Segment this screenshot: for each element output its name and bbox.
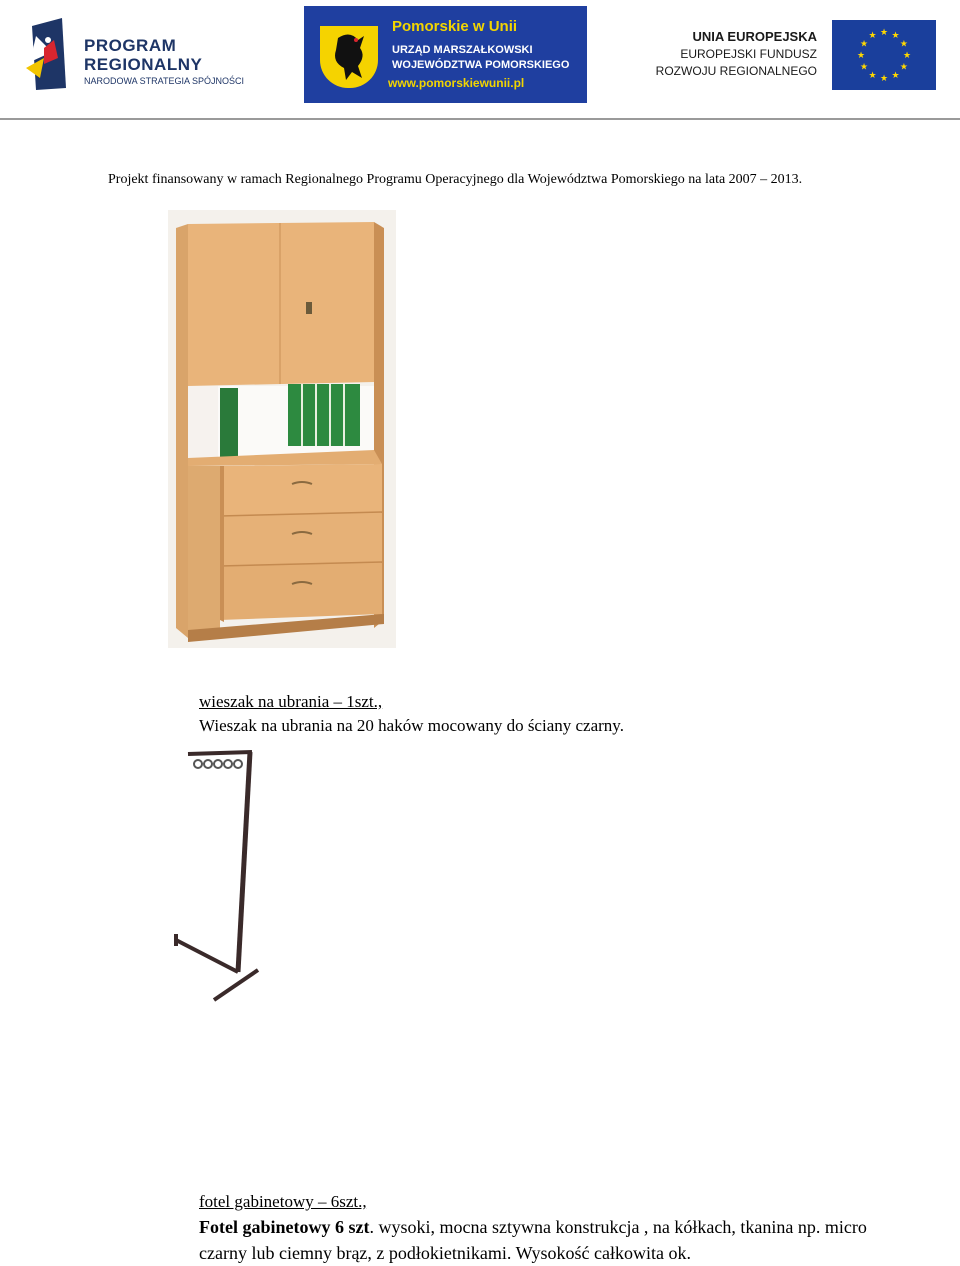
eu-star-icon: ★ xyxy=(868,30,877,41)
eu-star-icon: ★ xyxy=(902,50,912,60)
item-description-bold: Fotel gabinetowy 6 szt xyxy=(199,1217,370,1237)
eu-line3: ROZWOJU REGIONALNEGO xyxy=(655,64,817,78)
eu-star-icon: ★ xyxy=(868,69,877,80)
program-logo-line2: REGIONALNY xyxy=(84,55,203,74)
program-regionalny-logo xyxy=(22,18,262,94)
eu-star-icon: ★ xyxy=(879,73,889,83)
item-description-office-chair xyxy=(199,1214,919,1266)
coat-rack-photo xyxy=(168,744,268,1006)
eu-line2: EUROPEJSKI FUNDUSZ xyxy=(680,47,817,61)
program-logo-line3: NARODOWA STRATEGIA SPÓJNOŚCI xyxy=(84,76,245,86)
pomorskie-w-unii-logo xyxy=(304,6,587,103)
project-funding-note: Projekt finansowany w ramach Regionalnego Programu Operacyjnego dla Województwa Pomorskiego na lata 2007 – 2013. xyxy=(108,172,803,187)
eu-fund-label xyxy=(656,28,817,80)
eu-star-icon: ★ xyxy=(899,61,908,72)
eu-line1: UNIA EUROPEJSKA xyxy=(692,29,817,44)
eu-star-icon: ★ xyxy=(860,61,869,72)
eu-star-icon: ★ xyxy=(856,50,866,60)
pomorskie-title: Pomorskie w Unii xyxy=(392,18,518,35)
eu-star-icon: ★ xyxy=(899,38,908,49)
item-title-coat-rack: wieszak na ubrania – 1szt., xyxy=(199,692,383,711)
item-title-office-chair: fotel gabinetowy – 6szt., xyxy=(199,1192,367,1211)
pomorskie-line2: WOJEWÓDZTWA POMORSKIEGO xyxy=(392,59,570,71)
griffin-crest-icon xyxy=(320,26,378,88)
cabinet-photo xyxy=(168,210,396,648)
pomorskie-line1: URZĄD MARSZAŁKOWSKI xyxy=(392,44,533,56)
eu-flag-icon xyxy=(832,20,936,90)
eu-star-icon: ★ xyxy=(891,30,900,41)
item-description-coat-rack: Wieszak na ubrania na 20 haków mocowany do ściany czarny. xyxy=(199,716,624,735)
header-divider xyxy=(0,118,960,120)
page-header xyxy=(0,0,960,120)
eu-star-icon: ★ xyxy=(891,69,900,80)
item-description-rest: . wysoki, mocna sztywna konstrukcja , na kółkach, tkanina np. micro czarny lub ciemny brąz, z podłokietnikami. Wysokość całkowita ok. xyxy=(199,1217,867,1263)
eu-star-icon: ★ xyxy=(860,38,869,49)
pomorskie-url: www.pomorskiewunii.pl xyxy=(388,76,525,90)
program-logo-line1: PROGRAM xyxy=(84,36,177,55)
eu-star-icon: ★ xyxy=(879,27,889,37)
program-regionalny-emblem-icon xyxy=(22,18,82,94)
